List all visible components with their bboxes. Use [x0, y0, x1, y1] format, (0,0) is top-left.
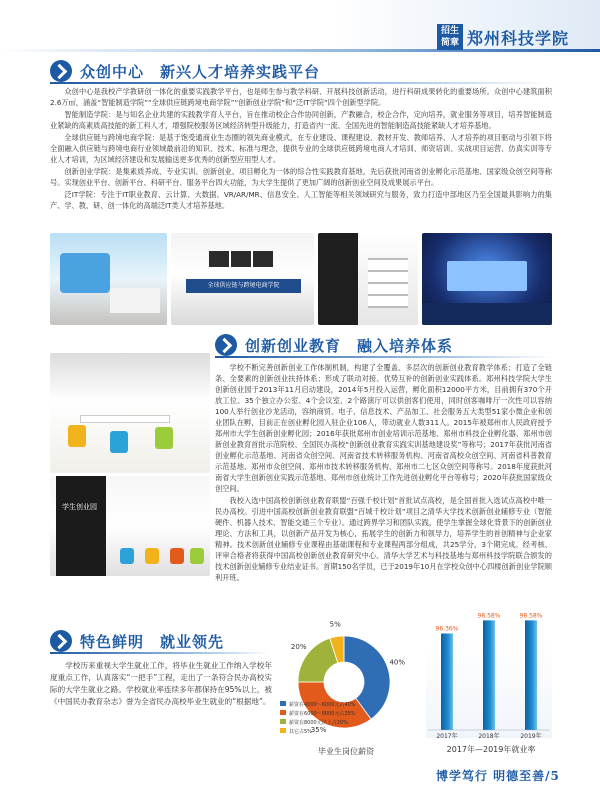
section-title: 众创中心 新兴人才培养实践平台 — [80, 62, 321, 81]
legend-entry: 薪资在4000～6000元占40% — [289, 702, 356, 708]
paragraph: 学校不断完善创新创业工作体制机制，构建了全覆盖、多层次的创新创业教育教学体系；打造了全链条、全要素的创新创业扶持体系；形成了联动对接、优势互补的创新创业实践体系。郑州科技学院大学生创新创业园于2013年11月启动建设，2014年5月投入运营，孵化面积12000平方米，目前拥有370个开放工位、35个独立办公室、4个会议室、2个路演厅可以供创客们使用，同时创客咖啡厅一次性可以容纳100人举行创业沙龙活动，容纳商贸、电子、信息技术、产品加工、社会服务五大类型51家小微企业和创业团队在孵，目前正在创业孵化园入驻企业106人，带动就业人数311人。2015年被郑州市人民政府授予郑州市大学生创新创业孵化园；2016年获批郑州市创业培训示范基地、郑州市科技企业孵化器、郑州市创新创业教育首批示范院校、全国民办高校“创新创业教育实践实训基地建设奖”等称号；2017年获批河南省创业孵化示范基地、河南省众创空间、河南省技术转移服务机构、河南省高校众创空间、河南省科普教育示范基地、郑州市众创空间、郑州市技术转移服务机构、郑州市二七区众创空间等称号。2018年度获批河南省大学生创新创业实践示范基地、郑州市创业统计工作先进创业孵化平台等称号；2020年获批国家级众创空间。 — [215, 363, 552, 493]
pie-chart-caption: 毕业生岗位薪资 — [318, 747, 374, 756]
section-divider — [215, 356, 552, 358]
chevron-right-icon — [215, 334, 237, 356]
bar — [483, 620, 495, 730]
photo-student-startup-park — [50, 476, 210, 576]
pie-slice-label: 20% — [290, 643, 307, 652]
photo-smart-manufacturing-lab — [50, 233, 167, 325]
section-heading-employment — [50, 630, 224, 652]
photo-wall-text: 学生创业园 — [62, 503, 97, 511]
logo-text: 招生 简章 — [440, 26, 459, 48]
school-name: 郑州科技学院 — [467, 29, 570, 48]
paragraph: 泛IT学院：专注于IT职业教育、云计算、大数据、VR/AR/MR、信息安全、人工智能等相关领域研究与服务，致力打造中部地区乃至全国最具影响力的集产、学、教、研、创一体化的高端泛IT类人才培养基地。 — [50, 190, 552, 210]
x-tick-label: 2019年 — [520, 733, 542, 740]
paragraph: 全球供应链与跨境电商学院：是基于饱受通商业生态圈的领先商业模式，在专业建设、课程建设、教材开发、教师培养、人才培养的项目驱动与引领下将全面融入供应链与跨境电商行业领域最前沿的知识、技术、标准与理念，提供专业的全球供应链跨境电商人才培训、师资培训、实战项目运营、仿真实训等专业人才培训，为区域经济建设和发展输送更多优秀的创新型应用型人才。 — [50, 133, 552, 164]
chevron-right-icon — [50, 60, 72, 82]
legend-entry: 其它占5% — [289, 729, 312, 735]
employment-rate-bar-chart — [426, 600, 552, 740]
legend-entry: 薪资在6000～8000元占35% — [289, 711, 356, 717]
x-tick-label: 2017年 — [436, 733, 458, 740]
bar — [441, 633, 453, 730]
photo-banner-text: 全球供应链与跨境电商学院 — [186, 279, 301, 293]
chevron-right-icon — [50, 630, 72, 652]
footer-motto: 博学笃行 明德至善/5 — [436, 769, 560, 783]
paragraph: 智能制造学院：是与知名企业共建的实践教学育人平台，旨在推动校企合作协同创新，产教融合，校企合作，定向培养，就业服务等项目，培养智能制造业紧缺的高素质高技能的新工科人才，增强院校服务区域经济转型升级能力，打造省内一流、全国先进的智能制造高技能紧缺人才培养基地。 — [50, 110, 552, 130]
bar — [525, 620, 537, 730]
section-title: 创新创业教育 融入培养体系 — [245, 336, 454, 355]
section-divider — [50, 652, 270, 654]
section1-body — [50, 86, 552, 212]
legend-swatch — [280, 728, 286, 733]
bar-value-label: 98.58% — [519, 612, 543, 620]
legend-swatch — [280, 719, 286, 724]
paragraph: 创新创业学院：是集素质养成、专业实训、创新创业、项目孵化为一体的综合性实践教育基地，先后获批河南省创业孵化示范基地、国家级众创空间等称号。实现创业平台、创新平台、科研平台、服务平台四大功能，为大学生提供了更加广阔的创新创业空间及成果展示平台。 — [50, 167, 552, 187]
bar-value-label: 96.36% — [435, 625, 459, 633]
school-logo-badge — [437, 24, 463, 50]
photo-startup-cafe — [50, 353, 210, 473]
pie-slice-label: 40% — [389, 658, 406, 667]
x-tick-label: 2018年 — [478, 733, 500, 740]
section-heading-entrepreneurship — [215, 334, 453, 356]
section-title: 特色鲜明 就业领先 — [80, 632, 225, 651]
bar-chart-caption: 2017年—2019年就业率 — [446, 745, 536, 754]
paragraph: 我校入选中国高校创新创业教育联盟“百强千校计划”首批试点高校，是全国首批入选试点高校中唯一民办高校。引进中国高校创新创业教育联盟“百城千校计划”项目之清华大学技术创新创业辅修专业（智能硬件、机器人技术、智能交通三个专业）。通过跨界学习和团队实践，使学生掌握全球化背景下的创新创业理论、方法和工具，以创新产品开发为核心，拓展学生的创新力和领导力，培养学生的首创精神与企业家精神。技术创新创业辅修专业课程由基础课程和专业课程两部分组成，共25学分，3个期完成。经考核、评审合格者将获得中国高校创新创业教育研究中心、清华大学艺术与科技基地与郑州科技学院联合颁发的技术创新创业辅修专业结业证书。首期150名学员，已于2019年10月在学校众创中心四楼创新创业学院顺利开班。 — [215, 496, 552, 582]
photo-cross-border-ecommerce-hall — [171, 233, 314, 325]
salary-pie-chart — [276, 610, 422, 745]
section2-body — [215, 362, 552, 584]
section3-body — [50, 660, 272, 709]
pie-slice-label: 35% — [310, 725, 327, 734]
section-heading-innovation-center — [50, 60, 320, 82]
bar-value-label: 98.58% — [477, 612, 501, 620]
legend-swatch — [280, 701, 286, 706]
legend-swatch — [280, 710, 286, 715]
paragraph: 众创中心是我校产学教研创一体化的重要实践教学平台，也是师生参与教学科研、开展科技创新活动，进行科研成果转化的重要场所。众创中心建筑面积2.6万㎡，涵盖“智能制造学院”“全球供应链跨境电商学院”“创新创业学院”和“泛IT学院”四个创新型学院。 — [50, 87, 552, 107]
pie-slice-label: 5% — [329, 620, 341, 629]
photo-it-theater — [422, 233, 552, 325]
legend-entry: 薪资在8000元以上占20% — [289, 720, 348, 726]
photo-innovation-corridor — [318, 233, 418, 325]
paragraph: 学校历来重视大学生就业工作，将毕业生就业工作纳入学校年度重点工作，认真落实“一把手”工程，走出了一条符合民办高校实际的大学生就业之路。学校就业率连续多年都保持在95%以上，被《中国民办教育杂志》誉为全省民办高校毕业生就业的“根据地”。 — [50, 661, 272, 706]
section-divider — [50, 82, 550, 84]
